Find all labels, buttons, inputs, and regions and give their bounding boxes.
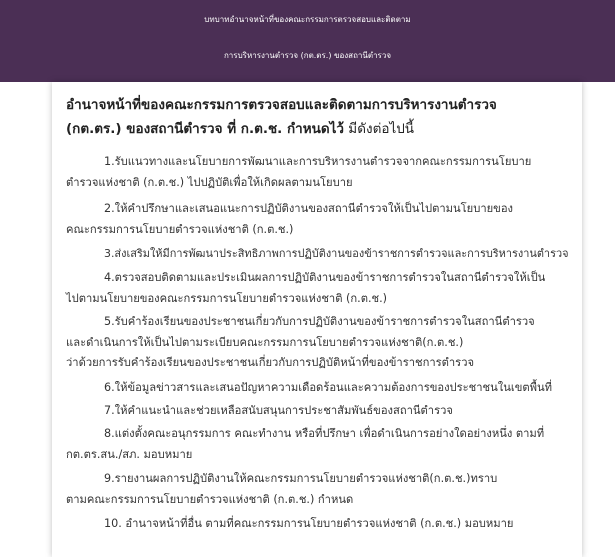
duty-item-10-line-1: 10. อำนาจหน้าที่อื่น ตามที่คณะกรรมการนโยบายตำรวจแห่งชาติ (ก.ต.ช.) มอบหมาย — [104, 517, 514, 530]
page-title-line-1: บทบาทอำนาจหน้าที่ของคณะกรรมการตรวจสอบและติดตาม — [204, 15, 411, 24]
duty-item-9-line-1: 9.รายงานผลการปฏิบัติงานให้คณะกรรมการนโยบายตำรวจแห่งชาติ(ก.ต.ช.)ทราบ — [104, 472, 498, 485]
lead-heading-line-1: อำนาจหน้าที่ของคณะกรรมการตรวจสอบและติดตามการบริหารงานตำรวจ — [66, 97, 497, 113]
lead-heading-bold: (กต.ตร.) ของสถานีตำรวจ ที่ ก.ต.ช. กำหนดไว้ — [66, 121, 345, 137]
duty-item-3-line-1: 3.ส่งเสริมให้มีการพัฒนาประสิทธิภาพการปฏิบัติงานของข้าราชการตำรวจและการบริหารงานตำรวจ — [104, 247, 569, 260]
duty-item-1-line-1: 1.รับแนวทางและนโยบายการพัฒนาและการบริหารงานตำรวจจากคณะกรรมการนโยบาย — [104, 155, 532, 168]
duty-item-5-line-2: และดำเนินการให้เป็นไปตามระเบียบคณะกรรมการนโยบายตำรวจแห่งชาติ(ก.ต.ช.) — [66, 336, 464, 349]
duty-item-9-line-2: ตามคณะกรรมการนโยบายตำรวจแห่งชาติ (ก.ต.ช.) กำหนด — [66, 493, 354, 506]
duty-item-2-line-2: คณะกรรมการนโยบายตำรวจแห่งชาติ (ก.ต.ช.) — [66, 223, 294, 236]
duty-item-8-line-2: กต.ตร.สน./สภ. มอบหมาย — [66, 448, 193, 461]
duty-item-8-line-1: 8.แต่งตั้งคณะอนุกรรมการ คณะทำงาน หรือที่ปรึกษา เพื่อดำเนินการอย่างใดอย่างหนึ่ง ตามที่ — [104, 427, 545, 440]
duty-item-2-line-1: 2.ให้คำปรึกษาและเสนอแนะการปฏิบัติงานของสถานีตำรวจให้เป็นไปตามนโยบายของ — [104, 202, 514, 215]
duty-item-7-line-1: 7.ให้คำแนะนำและช่วยเหลือสนับสนุนการประชาสัมพันธ์ของสถานีตำรวจ — [104, 404, 453, 417]
duty-item-4-line-2: ไปตามนโยบายของคณะกรรมการนโยบายตำรวจแห่งชาติ (ก.ต.ช.) — [66, 292, 388, 305]
duty-item-5-line-3: ว่าด้วยการรับคำร้องเรียนของประชาชนเกี่ยวกับการปฏิบัติหน้าที่ของข้าราชการตำรวจ — [66, 356, 475, 369]
duty-item-6-line-1: 6.ให้ข้อมูลข่าวสารและเสนอปัญหาความเดือดร้อนและความต้องการของประชาชนในเขตพื้นที่ — [104, 381, 553, 394]
duty-item-1-line-2: ตำรวจแห่งชาติ (ก.ต.ช.) ไปปฏิบัติเพื่อให้เกิดผลตามนโยบาย — [66, 176, 353, 189]
page-title-line-2: การบริหารงานตำรวจ (กต.ตร.) ของสถานีตำรวจ — [223, 51, 392, 60]
duty-item-5-line-1: 5.รับคำร้องเรียนของประชาชนเกี่ยวกับการปฏิบัติงานของข้าราชการตำรวจในสถานีตำรวจ — [104, 315, 535, 328]
lead-heading-suffix: มีดังต่อไปนี้ — [344, 121, 415, 137]
header-banner — [0, 0, 615, 82]
lead-heading-line-2 — [66, 120, 414, 138]
duty-item-4-line-1: 4.ตรวจสอบติดตามและประเมินผลการปฏิบัติงานของข้าราชการตำรวจในสถานีตำรวจให้เป็น — [104, 271, 546, 284]
